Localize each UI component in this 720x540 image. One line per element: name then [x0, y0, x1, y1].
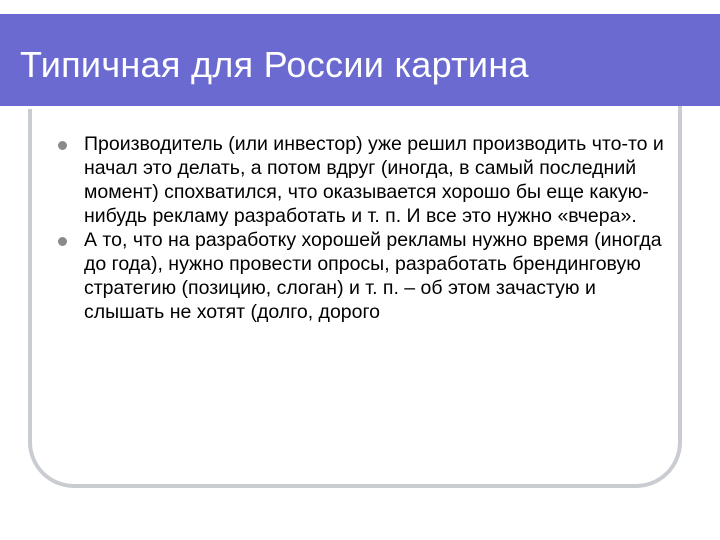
title-band — [0, 14, 720, 106]
bullet-marker-icon — [58, 237, 67, 246]
bullet-text: Производитель (или инвестор) уже решил производить что-то и начал это делать, а потом вдруг (иногда, в самый последний момент) спохватился, что оказывается хорошо бы еще какую-нибудь рекламу разработать и т. п. И все это нужно «вчера». — [84, 133, 664, 227]
bullet-list — [56, 132, 676, 324]
bullet-item — [56, 132, 676, 228]
bullet-marker-icon — [58, 141, 67, 150]
bullet-text: А то, что на разработку хорошей рекламы нужно время (иногда до года), нужно провести опросы, разработать брендинговую стратегию (позицию, слоган) и т. п. – об этом зачастую и слышать не хотят (долго, дорого — [84, 229, 662, 323]
slide-title: Типичная для России картина — [20, 44, 529, 85]
title-underline — [0, 106, 636, 109]
bullet-item — [56, 228, 676, 324]
